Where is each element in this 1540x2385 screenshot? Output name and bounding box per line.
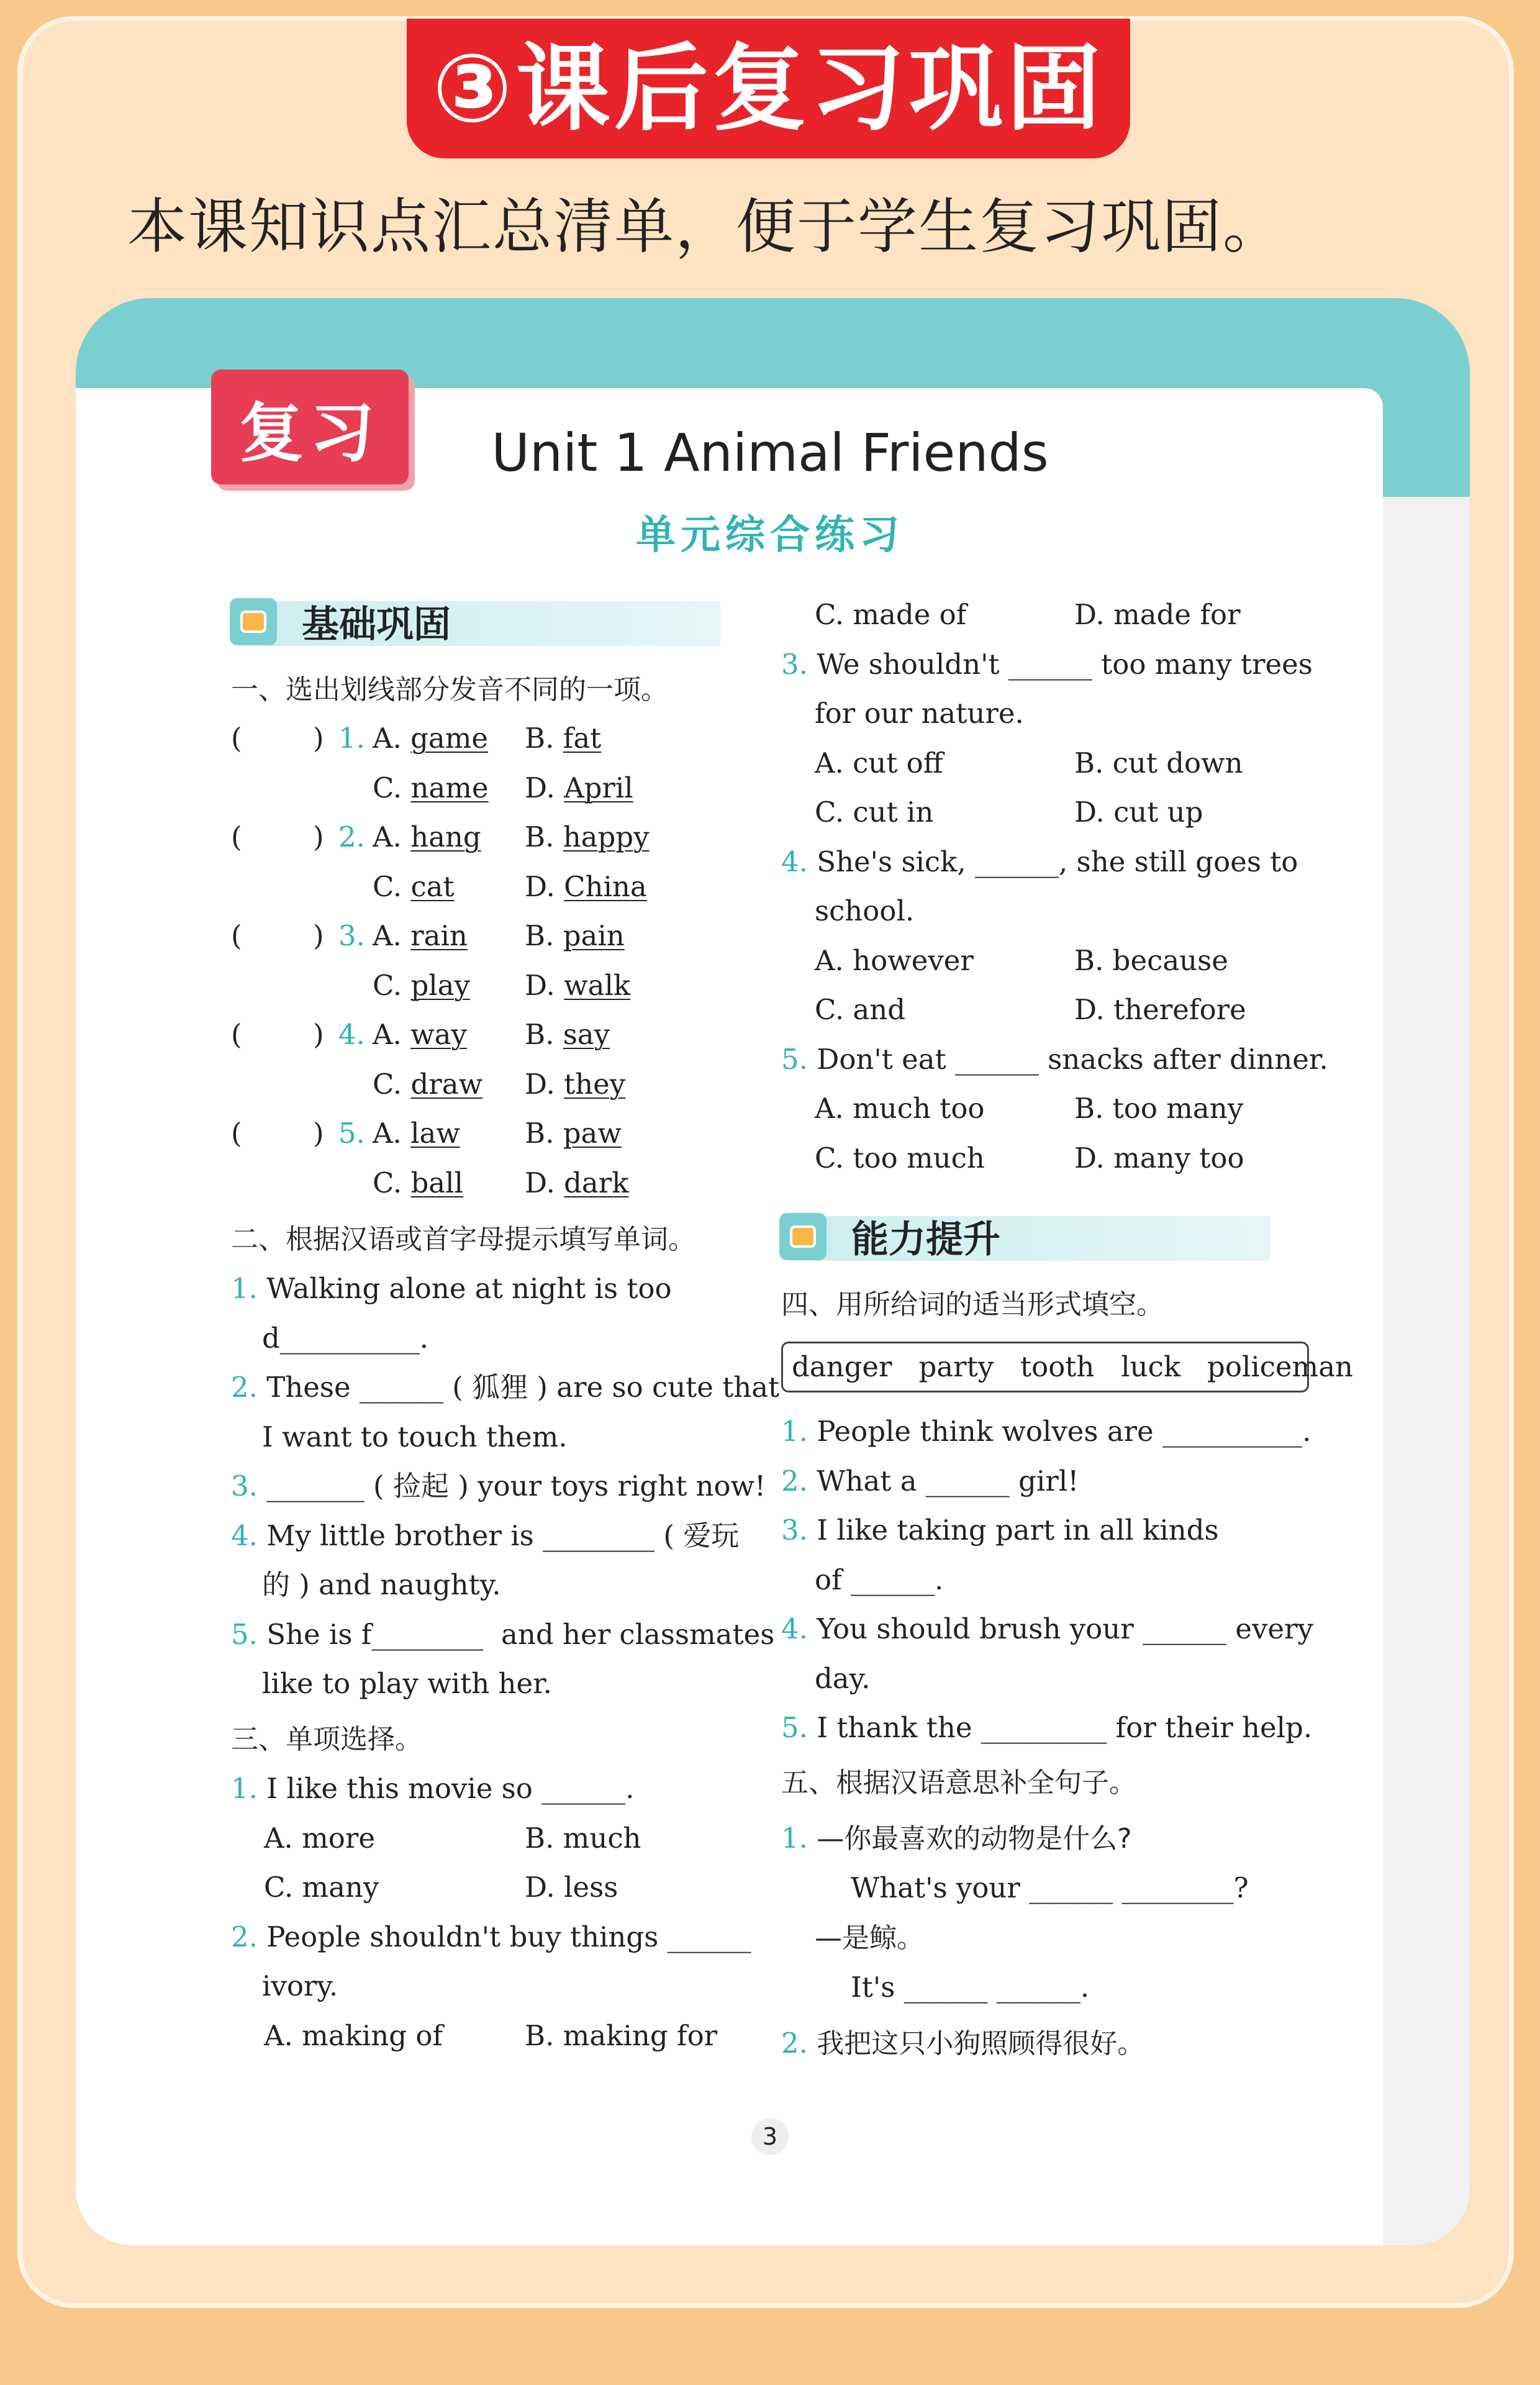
option-a: A. cut off: [815, 746, 943, 779]
option-a: A. more: [264, 1821, 376, 1855]
option-a: A. game: [373, 722, 489, 755]
fill-question: 3. I like taking part in all kinds: [781, 1514, 1219, 1547]
option-b: B. because: [1074, 943, 1228, 977]
translate-question-cont: —是鲸。: [815, 1922, 924, 1954]
answer-bracket: ( ): [231, 1018, 324, 1051]
choice-question-cont: for our nature.: [815, 697, 1024, 730]
option-b: B. pain: [525, 919, 625, 952]
fill-question: 4. My little brother is ________ ( 爱玩: [231, 1519, 740, 1552]
option-b: B. happy: [525, 820, 650, 853]
option-c: C. and: [815, 993, 906, 1026]
part4-title: 四、用所给词的适当形式填空。: [781, 1289, 1164, 1320]
fill-question: 2. These ______ ( 狐狸 ) are so cute that: [231, 1371, 780, 1404]
fill-question-cont: I want to touch them.: [262, 1420, 568, 1453]
option-a: A. rain: [373, 919, 468, 952]
choice-question: 2. People shouldn't buy things ______: [231, 1920, 751, 1953]
option-d: D. April: [525, 771, 633, 804]
question-number: 4.: [338, 1018, 365, 1051]
choice-question-cont: school.: [815, 894, 915, 927]
part1-title: 一、选出划线部分发音不同的一项。: [231, 674, 668, 706]
answer-bracket: ( ): [231, 919, 324, 952]
option-b: B. paw: [525, 1117, 622, 1150]
page-side: [1383, 497, 1470, 2245]
section-title: 基础巩固: [302, 603, 451, 647]
option-d: D. they: [525, 1067, 626, 1101]
translate-answer-line: It's ______ ______.: [851, 1971, 1090, 2004]
option-a: A. law: [373, 1117, 460, 1150]
option-c: C. ball: [373, 1166, 463, 1199]
option-d: D. cut up: [1074, 796, 1203, 829]
fill-question-cont: day.: [815, 1661, 871, 1695]
question-number: 5.: [338, 1117, 365, 1150]
banner-title: ③课后复习巩固: [432, 33, 1105, 143]
section-basic: [230, 596, 720, 647]
option-d: D. many too: [1074, 1141, 1244, 1174]
translate-question: 2. 我把这只小狗照顾得很好。: [781, 2027, 1145, 2060]
option-c: C. draw: [373, 1067, 483, 1101]
choice-question: 3. We shouldn't ______ too many trees: [781, 647, 1313, 681]
section-advanced: [779, 1211, 1270, 1262]
option-d: D. made for: [1074, 598, 1241, 631]
fill-question: 3. _______ ( 捡起 ) your toys right now!: [231, 1470, 766, 1502]
bulb-icon: [779, 1213, 827, 1260]
fill-question-cont: 的 ) and naughty.: [262, 1568, 501, 1601]
word-box: danger party tooth luck policeman: [781, 1342, 1309, 1392]
fill-question: 5. I thank the _________ for their help.: [781, 1711, 1313, 1744]
option-d: D. therefore: [1074, 993, 1246, 1026]
option-a: A. way: [373, 1018, 467, 1051]
option-b: B. making for: [525, 2019, 718, 2052]
section-banner: [407, 19, 1130, 158]
choice-question: 1. I like this movie so ______.: [231, 1772, 635, 1805]
option-b: B. cut down: [1074, 746, 1243, 779]
option-c: C. cat: [373, 870, 455, 903]
page-subtitle: 本课知识点汇总清单，便于学生复习巩固。: [127, 192, 1284, 261]
option-b: B. say: [525, 1018, 610, 1051]
section-title: 能力提升: [851, 1218, 1000, 1261]
choice-question-cont: ivory.: [262, 1969, 338, 2002]
option-d: D. walk: [525, 968, 631, 1002]
fill-question-cont: d__________.: [262, 1321, 429, 1355]
option-c: C. many: [264, 1871, 379, 1904]
answer-bracket: ( ): [231, 820, 324, 853]
option-b: B. much: [525, 1821, 641, 1855]
choice-question: 5. Don't eat ______ snacks after dinner.: [781, 1042, 1328, 1076]
option-a: A. much too: [815, 1092, 985, 1125]
unit-title: Unit 1 Animal Friends: [491, 422, 1049, 483]
option-c: C. cut in: [815, 796, 934, 829]
question-number: 2.: [338, 820, 365, 853]
fill-question-cont: like to play with her.: [262, 1667, 552, 1700]
answer-bracket: ( ): [231, 1117, 324, 1150]
option-c: C. made of: [815, 598, 967, 631]
fill-question: 1. Walking alone at night is too: [231, 1272, 672, 1305]
option-a: A. hang: [373, 820, 481, 853]
translate-answer-line: What's your ______ ________?: [851, 1871, 1249, 1904]
option-d: D. dark: [525, 1166, 629, 1199]
option-b: B. fat: [525, 722, 602, 755]
fill-question: 2. What a ______ girl!: [781, 1464, 1079, 1497]
choice-question: 4. She's sick, ______, she still goes to: [781, 845, 1298, 878]
question-number: 1.: [338, 722, 365, 755]
translate-question: 1. —你最喜欢的动物是什么?: [781, 1822, 1132, 1855]
option-c: C. play: [373, 968, 470, 1002]
part5-title: 五、根据汉语意思补全句子。: [781, 1767, 1136, 1799]
page-number: 3: [751, 2118, 789, 2155]
question-number: 3.: [338, 919, 365, 952]
fill-question: 5. She is f________ and her classmates: [231, 1617, 775, 1651]
option-c: C. too much: [815, 1141, 985, 1174]
fill-question: 4. You should brush your ______ every: [781, 1612, 1313, 1645]
option-a: A. however: [815, 943, 974, 977]
option-d: D. China: [525, 870, 647, 903]
review-tag-label: 复习: [238, 394, 381, 471]
unit-subtitle: 单元综合练习: [636, 512, 904, 558]
option-c: C. name: [373, 771, 489, 804]
fill-question-cont: of ______.: [815, 1563, 944, 1596]
part2-title: 二、根据汉语或首字母提示填写单词。: [231, 1224, 695, 1255]
option-d: D. less: [525, 1871, 618, 1904]
answer-bracket: ( ): [231, 722, 324, 755]
fill-question: 1. People think wolves are __________.: [781, 1415, 1311, 1448]
part3-title: 三、单项选择。: [231, 1724, 422, 1755]
option-b: B. too many: [1074, 1092, 1244, 1125]
option-a: A. making of: [264, 2019, 443, 2052]
clock-icon: [230, 598, 277, 645]
